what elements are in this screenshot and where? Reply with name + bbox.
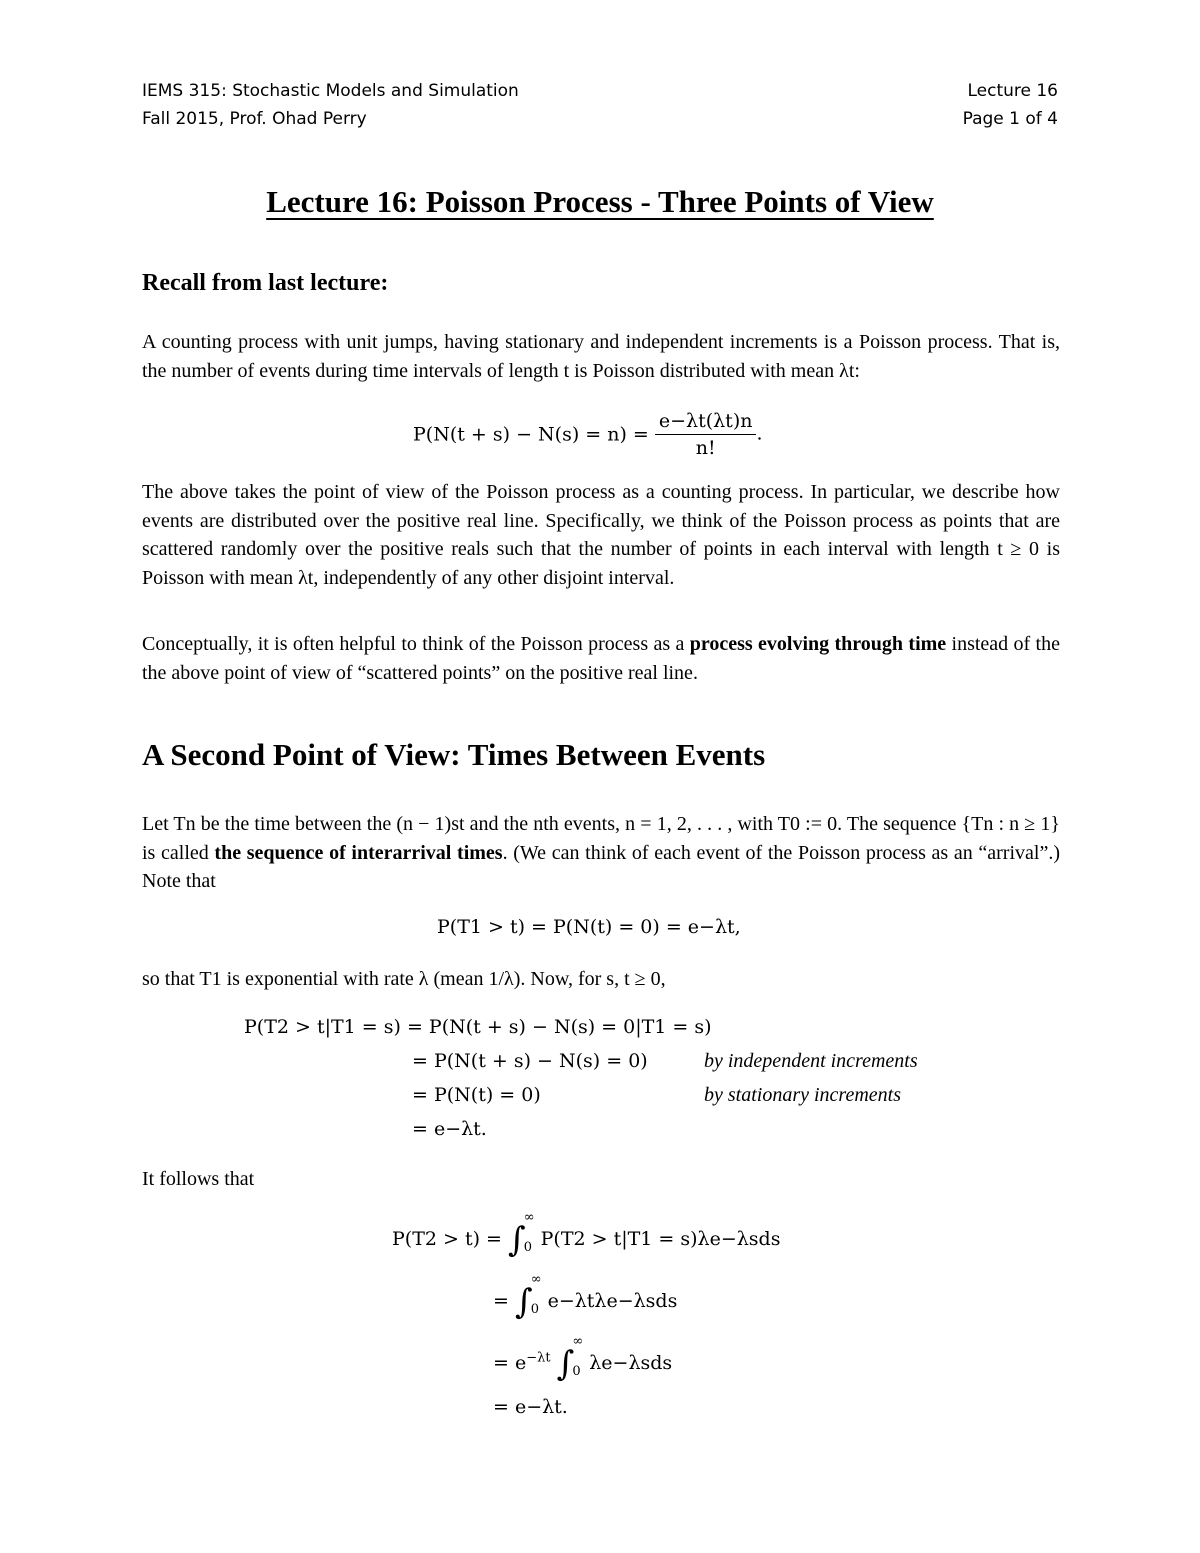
text-span: instead of the the above point of view of “scattered points” on the positive real line. xyxy=(142,633,1060,684)
upper-limit: ∞ xyxy=(572,1334,584,1349)
fraction-denominator: n! xyxy=(695,437,716,459)
paragraph-interarrival xyxy=(142,810,1060,896)
equation-line-4: = e−λt. xyxy=(412,1118,487,1140)
paragraph-it-follows: It follows that xyxy=(142,1168,255,1190)
section-heading: A Second Point of View: Times Between Events xyxy=(142,737,766,772)
text-span: . (We can think of each event of the Poisson process as an “arrival”.) Note that xyxy=(142,841,1060,892)
equation-line-1: P(T2 > t|T1 = s) = P(N(t + s) − N(s) = 0|T1 = s) xyxy=(244,1016,712,1038)
text-span: Conceptually, it is often helpful to think of the Poisson process as a xyxy=(142,633,690,655)
integral-limits xyxy=(530,1272,542,1320)
integral-line-4: = e−λt. xyxy=(493,1396,568,1418)
upper-limit: ∞ xyxy=(530,1272,542,1287)
integrand: P(T2 > t|T1 = s)λe−λsds xyxy=(540,1228,781,1250)
integrand: e−λtλe−λsds xyxy=(547,1290,678,1312)
bold-phrase: the sequence of interarrival times xyxy=(214,841,503,864)
recall-heading: Recall from last lecture: xyxy=(142,270,389,296)
integral-sign: ∫ xyxy=(556,1344,575,1384)
bold-phrase: process evolving through time xyxy=(689,633,947,655)
equation-poisson-pmf: P(N(t + s) − N(s) = n) = $\frac{e-\lambda t(\lambda t)n}{n!}$ . xyxy=(413,410,763,459)
integral-sign: ∫ xyxy=(514,1282,533,1322)
integral-limits xyxy=(523,1210,535,1258)
upper-limit: ∞ xyxy=(523,1210,535,1225)
paragraph-counting-process: A counting process with unit jumps, having stationary and independent increments is a Poisson process. That is, the number of events during time intervals of length t is Poisson distributed with mean λt: xyxy=(142,331,1060,382)
fraction-numerator: e−λt(λt)n xyxy=(655,408,757,435)
equation-line-3: = P(N(t) = 0) xyxy=(412,1084,541,1106)
paragraph-point-of-view: The above takes the point of view of the Poisson process as a counting process. In particular, we describe how events are distributed over the positive real line. Specifically, we think of the Poisson process as points that are scattered randomly over the positive reals such that the number of points in each interval with length t ≥ 0 is Poisson with mean λt, independently of any other disjoint interval. xyxy=(142,481,1060,589)
header-lecture: Lecture 16 xyxy=(967,81,1058,101)
header-term: Fall 2015, Prof. Ohad Perry xyxy=(142,109,367,129)
lower-limit: 0 xyxy=(572,1364,581,1379)
paragraph-exponential-rate: so that T1 is exponential with rate λ (mean 1/λ). Now, for s, t ≥ 0, xyxy=(142,968,666,990)
header-course: IEMS 315: Stochastic Models and Simulation xyxy=(142,81,519,101)
equation-fraction xyxy=(655,408,757,461)
integral-line-1 xyxy=(392,1210,781,1260)
integral-lhs: P(T2 > t) = xyxy=(392,1228,502,1250)
paragraph-conceptually xyxy=(142,630,1060,687)
header-page-number: Page 1 of 4 xyxy=(962,109,1058,129)
integrand: λe−λsds xyxy=(589,1352,673,1374)
equation-lhs: P(N(t + s) − N(s) = n) = xyxy=(413,423,649,446)
integral-line-2: = ∫ ∞ 0 e−λtλe−λsds xyxy=(493,1272,678,1322)
text-span: Let Tn be the time between the (n − 1)st and the nth events, n = 1, 2, . . . , with T0 := 0. The sequence {Tn : n ≥ 1} is called xyxy=(142,813,1060,864)
note-stationary-increments: by stationary increments xyxy=(704,1084,902,1106)
integral-limits xyxy=(572,1334,584,1382)
equation-t1-exponential: P(T1 > t) = P(N(t) = 0) = e−λt, xyxy=(437,916,741,938)
lower-limit: 0 xyxy=(523,1240,533,1255)
page-title: Lecture 16: Poisson Process - Three Points of View xyxy=(266,184,934,219)
note-independent-increments: by independent increments xyxy=(704,1050,918,1072)
integral-line-3: = $e^{-\lambda t}$ ∫ ∞ 0 λe−λsds xyxy=(493,1334,673,1384)
integral-sign: ∫ xyxy=(508,1220,526,1260)
lower-limit: 0 xyxy=(530,1302,539,1317)
equation-line-2: = P(N(t + s) − N(s) = 0) xyxy=(412,1050,648,1072)
